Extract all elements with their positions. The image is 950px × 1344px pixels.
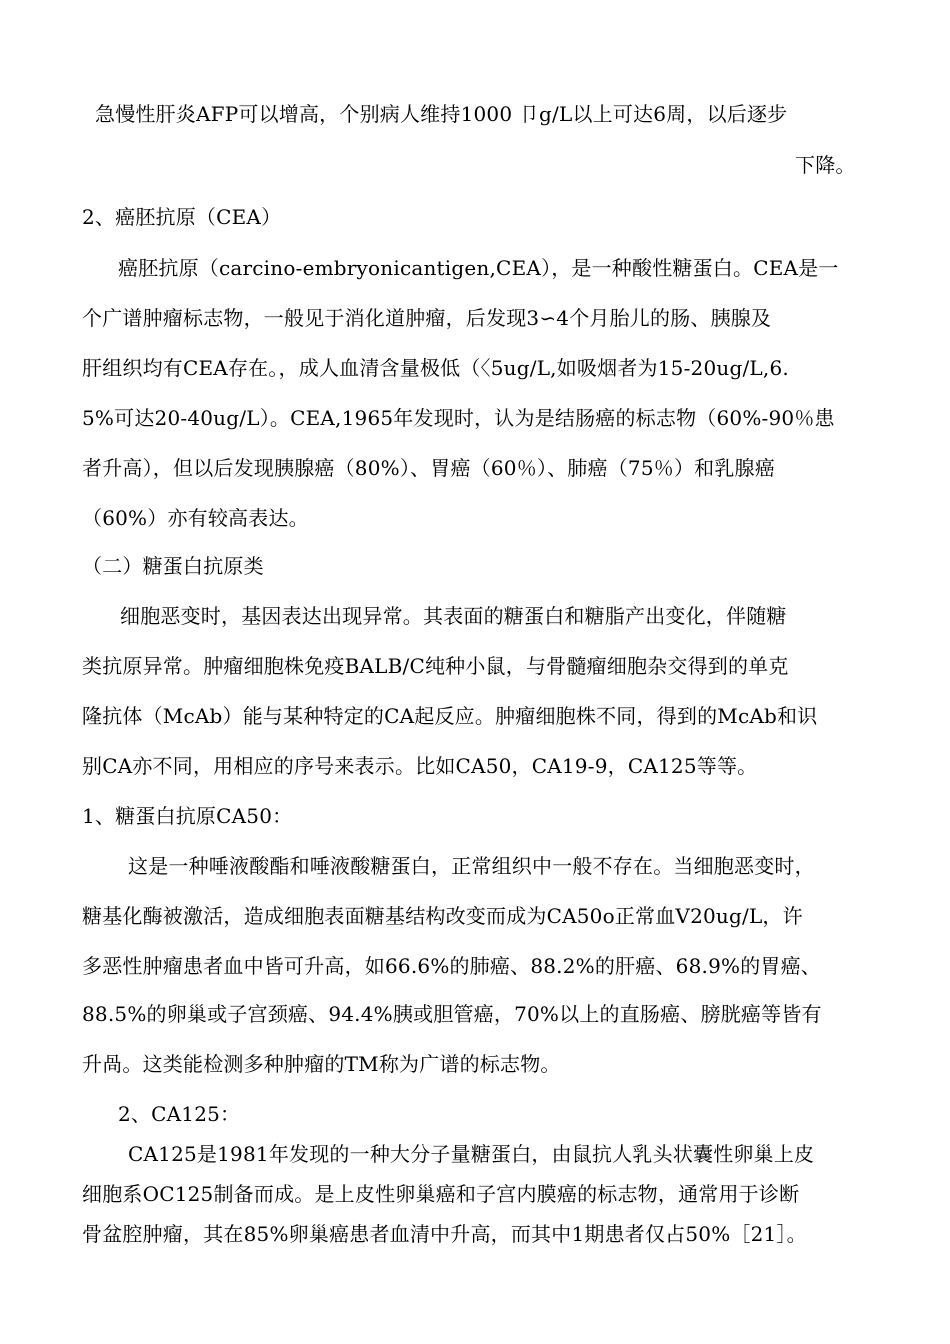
text-line: 糖基化酶被激活，造成细胞表面糖基结构改变而成为CA50o正常血V20ug/L，许 [82,904,803,928]
text-line: 细胞系OC125制备而成。是上皮性卵巢癌和子宫内膜癌的标志物，通常用于诊断 [82,1182,800,1206]
text-line: 这是一种唾液酸酯和唾液酸糖蛋白，正常组织中一般不存在。当细胞恶变时， [128,854,815,878]
text-line: 隆抗体（McAb）能与某种特定的CA起反应。肿瘤细胞株不同，得到的McAb和识 [82,704,818,728]
section-heading: 2、CA125： [118,1102,241,1126]
text-line: 下降。 [795,153,856,177]
section-heading: （二）糖蛋白抗原类 [82,554,264,578]
text-line: 类抗原异常。肿瘤细胞株免疫BALB/C纯种小鼠，与骨髓瘤细胞杂交得到的单克 [82,654,789,678]
text-line: 多恶性肿瘤患者血中皆可升高，如66.6%的肺癌、88.2%的肝癌、68.9%的胃癌、 [82,954,822,978]
text-line: 个广谱肿瘤标志物，一般见于消化道肿瘤，后发现3∽4个月胎儿的肠、胰腺及 [82,306,772,330]
text-line: 急慢性肝炎AFP可以增高，个别病人维持1000 卩g/L以上可达6周，以后逐步 [95,102,788,126]
text-line: 5%可达20-40ug/L）。CEA,1965年发现时，认为是结肠癌的标志物（60%-90％患 [82,406,835,430]
text-line: 癌胚抗原（carcino-embryonicantigen,CEA），是一种酸性糖蛋白。CEA是一 [118,256,839,280]
section-heading: 1、糖蛋白抗原CA50： [82,804,293,828]
text-line: 升咼。这类能检测多种肿瘤的TM称为广谱的标志物。 [82,1052,561,1076]
text-line: 肝组织均有CEA存在。，成人血清含量极低（〈5ug/L,如吸烟者为15-20ug/L,6. [82,356,789,380]
text-line: 骨盆腔肿瘤，其在85%卵巢癌患者血清中升高，而其中1期患者仅占50%［21］。 [82,1222,807,1246]
text-line: CA125是1981年发现的一种大分子量糖蛋白，由鼠抗人乳头状囊性卵巢上皮 [128,1142,815,1166]
text-line: 别CA亦不同，用相应的序号来表示。比如CA50，CA19-9，CA125等等。 [82,754,758,778]
text-line: （60%）亦有较高表达。 [82,506,309,530]
text-line: 88.5%的卵巢或子宫颈癌、94.4%胰或胆管癌，70%以上的直肠癌、膀胱癌等皆有 [82,1002,822,1026]
section-heading: 2、癌胚抗原（CEA） [82,205,282,229]
text-line: 者升高），但以后发现胰腺癌（80%）、胃癌（60％）、肺癌（75％）和乳腺癌 [82,456,775,480]
text-line: 细胞恶变时，基因表达出现异常。其表面的糖蛋白和糖脂产出变化，伴随糖 [120,604,787,628]
